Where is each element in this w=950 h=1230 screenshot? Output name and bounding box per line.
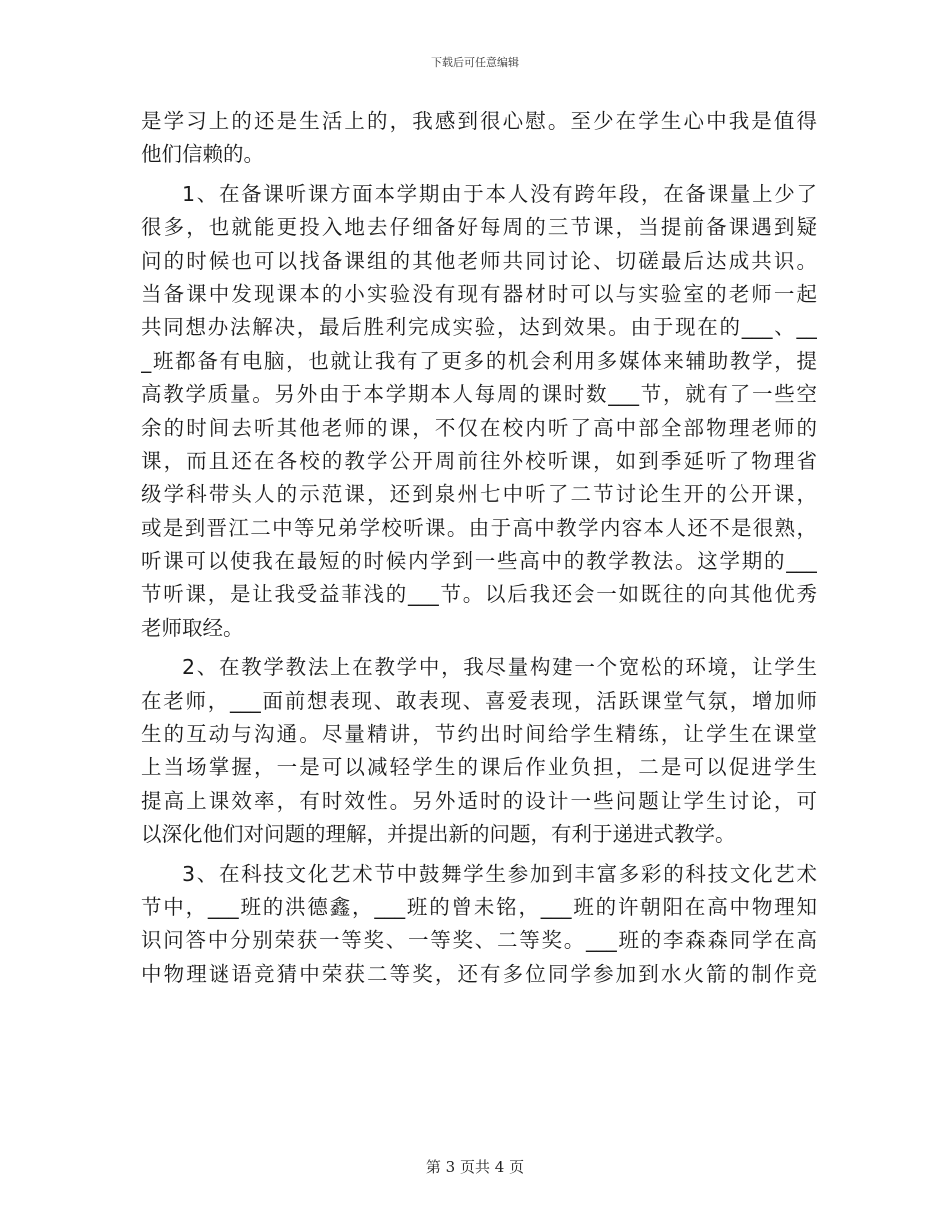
text-line: 上当场掌握，一是可以减轻学生的课后作业负担，二是可以促进学生 [141,755,817,780]
text-line: 高教学质量。另外由于本学期本人每周的课时数___节，就有了一些空 [141,382,817,407]
text-line: 3、在科技文化艺术节中鼓舞学生参加到丰富多彩的科技文化艺术 [182,861,817,886]
text-line: 很多，也就能更投入地去仔细备好每周的三节课，当提前备课遇到疑 [141,215,817,240]
text-line: 老师取经。 [141,615,244,640]
text-line: 节中，___班的洪德鑫，___班的曾未铭，___班的许朝阳在高中物理知 [141,894,817,919]
paragraph [141,651,817,851]
text-line: 余的时间去听其他老师的课，不仅在校内听了高中部全部物理老师的 [141,415,817,440]
text-line: 提高上课效率，有时效性。另外适时的设计一些问题让学生讨论，可 [141,788,817,813]
text-line: 识问答中分别荣获一等奖、一等奖、二等奖。___班的李森森同学在高 [141,928,817,953]
page-footer [0,1156,950,1177]
text-line: 1、在备课听课方面本学期由于本人没有跨年段，在备课量上少了 [182,181,817,206]
page-number-label: 第 3 页共 4 页 [425,1158,525,1176]
text-line: 节听课，是让我受益菲浅的___节。以后我还会一如既往的向其他优秀 [141,582,817,607]
text-line: 以深化他们对问题的理解，并提出新的问题，有利于递进式教学。 [141,822,736,847]
text-line: 他们信赖的。 [141,142,264,167]
text-line: 生的互动与沟通。尽量精讲，节约出时间给学生精练，让学生在课堂 [141,722,817,747]
text-line: 听课可以使我在最短的时候内学到一些高中的教学教法。这学期的___ [141,549,817,574]
text-line: _班都备有电脑，也就让我有了更多的机会利用多媒体来辅助教学，提 [141,348,817,373]
page-header [0,54,950,70]
text-line: 在老师，___面前想表现、敢表现、喜爱表现，活跃课堂气氛，增加师 [141,688,817,713]
paragraph [141,178,817,645]
text-line: 共同想办法解决，最后胜利完成实验，达到效果。由于现在的___、__ [141,315,817,340]
text-line: 是学习上的还是生活上的，我感到很心慰。至少在学生心中我是值得 [141,109,817,133]
text-line: 课，而且还在各校的教学公开周前往外校听课，如到季延听了物理省 [141,448,817,473]
text-line: 问的时候也可以找备课组的其他老师共同讨论、切磋最后达成共识。 [141,248,817,273]
text-line: 当备课中发现课本的小实验没有现有器材时可以与实验室的老师一起 [141,281,817,306]
text-line: 级学科带头人的示范课，还到泉州七中听了二节讨论生开的公开课， [141,482,817,507]
header-text: 下载后可任意编辑 [431,56,519,69]
document-body [141,105,817,991]
paragraph [141,858,817,992]
text-line: 中物理谜语竞猜中荣获二等奖，还有多位同学参加到水火箭的制作竞 [141,961,817,986]
paragraph [141,105,817,172]
text-line: 或是到晋江二中等兄弟学校听课。由于高中教学内容本人还不是很熟， [141,515,817,540]
text-line: 2、在教学教法上在教学中，我尽量构建一个宽松的环境，让学生 [182,655,817,680]
